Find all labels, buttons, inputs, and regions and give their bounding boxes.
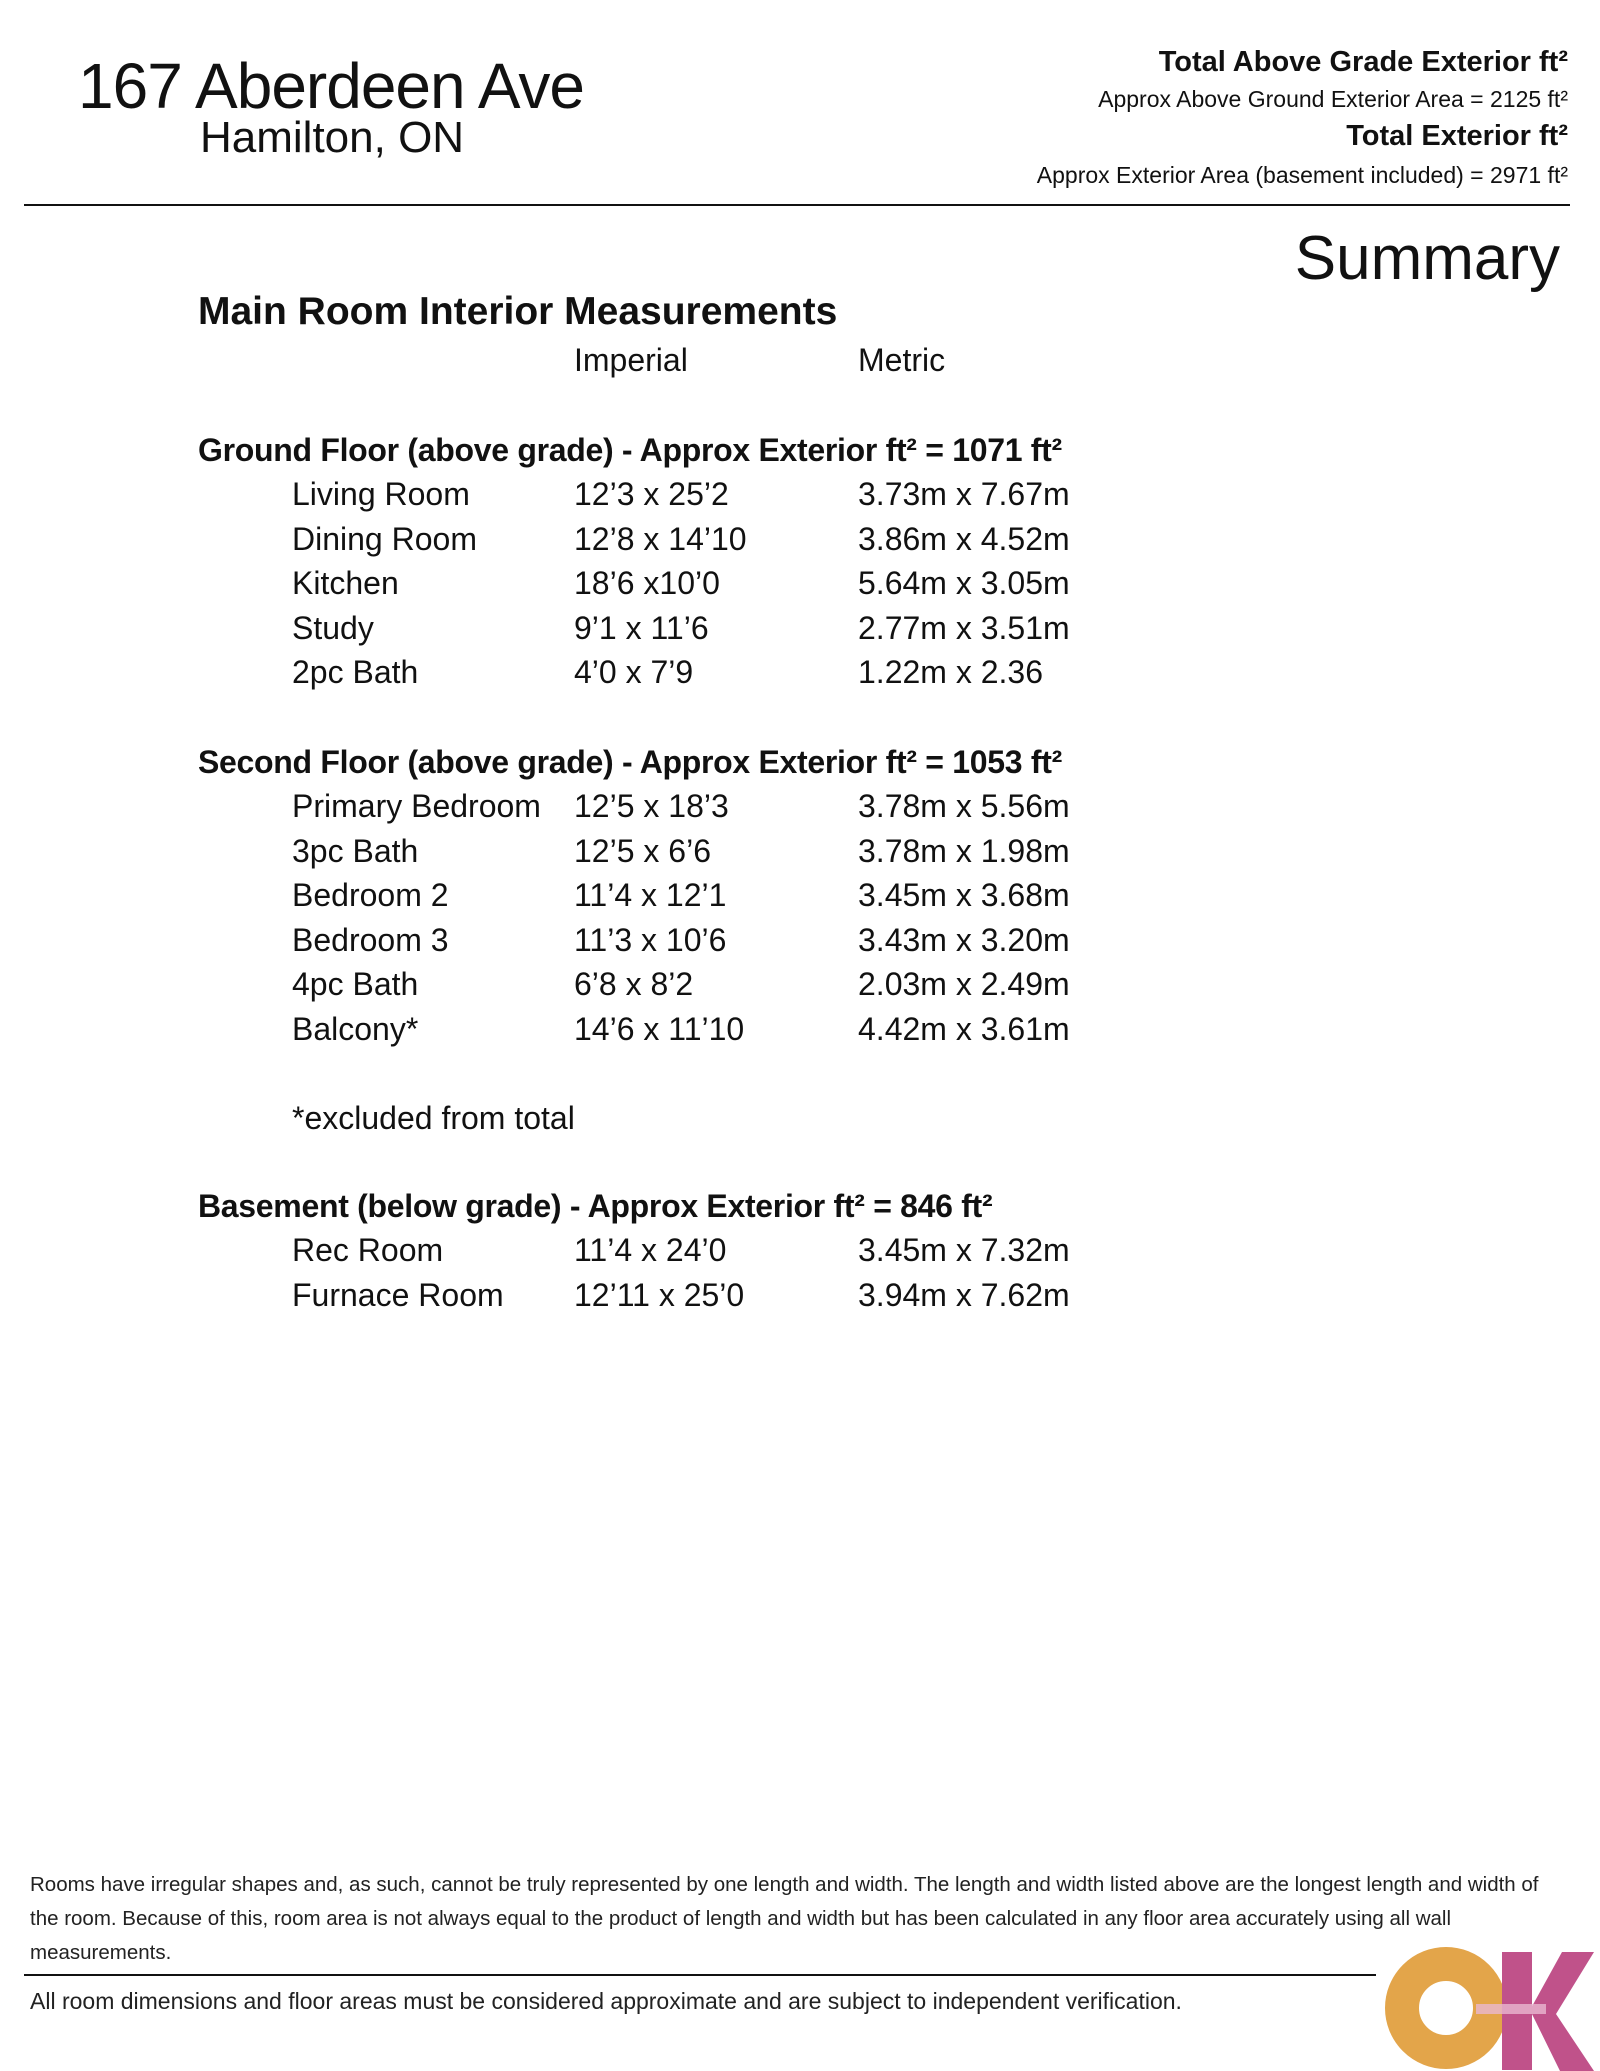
room-row [198, 1273, 1298, 1318]
room-metric: 3.78m x 5.56m [858, 788, 1070, 824]
room-metric: 3.45m x 3.68m [858, 877, 1070, 913]
room-imperial: 12’8 x 14’10 [574, 520, 747, 557]
room-metric: 3.43m x 3.20m [858, 921, 1070, 958]
disclaimer-text: Rooms have irregular shapes and, as such, cannot be truly represented by one length and width. The length and width listed above are the longest length and width of the room. Because of this, room area is not always equal to the product of length and width but has been calculated in any floor area accurately using all wall measurements. [30, 1873, 1539, 1964]
room-name: Furnace Room [292, 1276, 504, 1313]
room-metric: 3.45m x 7.32m [858, 1232, 1070, 1268]
room-imperial: 18’6 x10’0 [574, 565, 720, 601]
room-row [198, 472, 1298, 517]
room-imperial: 12’5 x 6’6 [574, 832, 711, 869]
total-exterior-title: Total Exterior ft² [1346, 120, 1568, 152]
floor-ground [198, 428, 1298, 695]
floor-heading: Basement (below grade) - Approx Exterior ft² = 846 ft² [198, 1188, 993, 1224]
room-name: 2pc Bath [292, 654, 419, 690]
room-row [198, 918, 1298, 963]
header-divider [24, 204, 1570, 206]
floor-basement [198, 1184, 1298, 1317]
room-imperial: 14’6 x 11’10 [574, 1010, 745, 1047]
room-row [198, 873, 1298, 918]
room-imperial: 11’4 x 24’0 [574, 1232, 727, 1268]
room-name: Kitchen [292, 565, 399, 601]
room-name: Bedroom 3 [292, 921, 449, 958]
room-name: Bedroom 2 [292, 877, 449, 913]
floor-second [198, 740, 1298, 1051]
room-name: Rec Room [292, 1232, 444, 1268]
room-name: Dining Room [292, 520, 477, 557]
room-metric: 3.78m x 1.98m [858, 832, 1070, 869]
room-row [198, 962, 1298, 1007]
room-metric: 2.03m x 2.49m [858, 966, 1070, 1002]
floor-heading: Ground Floor (above grade) - Approx Exterior ft² = 1071 ft² [198, 432, 1062, 468]
room-imperial: 12’5 x 18’3 [574, 788, 729, 824]
room-imperial: 12’3 x 25’2 [574, 476, 729, 512]
above-ground-area: Approx Above Ground Exterior Area = 2125 ft² [1098, 86, 1568, 112]
room-name: Primary Bedroom [292, 788, 541, 824]
verification-note: All room dimensions and floor areas must be considered approximate and are subject to independent verification. [30, 1988, 1182, 2014]
room-metric: 4.42m x 3.61m [858, 1010, 1070, 1047]
room-imperial: 11’3 x 10’6 [574, 921, 727, 958]
column-header-metric: Metric [858, 342, 946, 378]
room-name: Living Room [292, 476, 470, 512]
footer-divider [24, 1974, 1376, 1976]
room-imperial: 9’1 x 11’6 [574, 609, 709, 646]
room-row [198, 784, 1298, 829]
exterior-area: Approx Exterior Area (basement included) = 2971 ft² [1036, 162, 1568, 188]
room-metric: 3.94m x 7.62m [858, 1276, 1070, 1313]
room-row [198, 1007, 1298, 1052]
room-imperial: 12’11 x 25’0 [574, 1276, 745, 1313]
room-metric: 2.77m x 3.51m [858, 609, 1070, 646]
room-name: Study [292, 609, 374, 646]
room-imperial: 11’4 x 12’1 [574, 877, 727, 913]
address-city: Hamilton, ON [200, 113, 465, 162]
total-above-grade-title: Total Above Grade Exterior ft² [1158, 46, 1568, 78]
page-title: Summary [1294, 224, 1560, 293]
excluded-note: *excluded from total [292, 1100, 575, 1136]
room-row [198, 561, 1298, 606]
room-metric: 3.86m x 4.52m [858, 520, 1070, 557]
room-name: 4pc Bath [292, 966, 419, 1002]
room-row [198, 829, 1298, 874]
column-header-imperial: Imperial [574, 342, 688, 378]
room-imperial: 6’8 x 8’2 [574, 966, 694, 1002]
section-heading: Main Room Interior Measurements [198, 290, 838, 333]
room-imperial: 4’0 x 7’9 [574, 654, 694, 690]
room-metric: 5.64m x 3.05m [858, 565, 1070, 601]
room-name: Balcony* [292, 1010, 419, 1047]
room-name: 3pc Bath [292, 832, 419, 869]
ok-logo [1384, 1938, 1594, 2071]
room-metric: 3.73m x 7.67m [858, 476, 1070, 512]
room-row [198, 517, 1298, 562]
room-metric: 1.22m x 2.36 [858, 654, 1043, 690]
room-row [198, 650, 1298, 695]
room-row [198, 1228, 1298, 1273]
room-row [198, 606, 1298, 651]
floor-heading: Second Floor (above grade) - Approx Exterior ft² = 1053 ft² [198, 744, 1062, 780]
address-street: 167 Aberdeen Ave [78, 50, 584, 122]
